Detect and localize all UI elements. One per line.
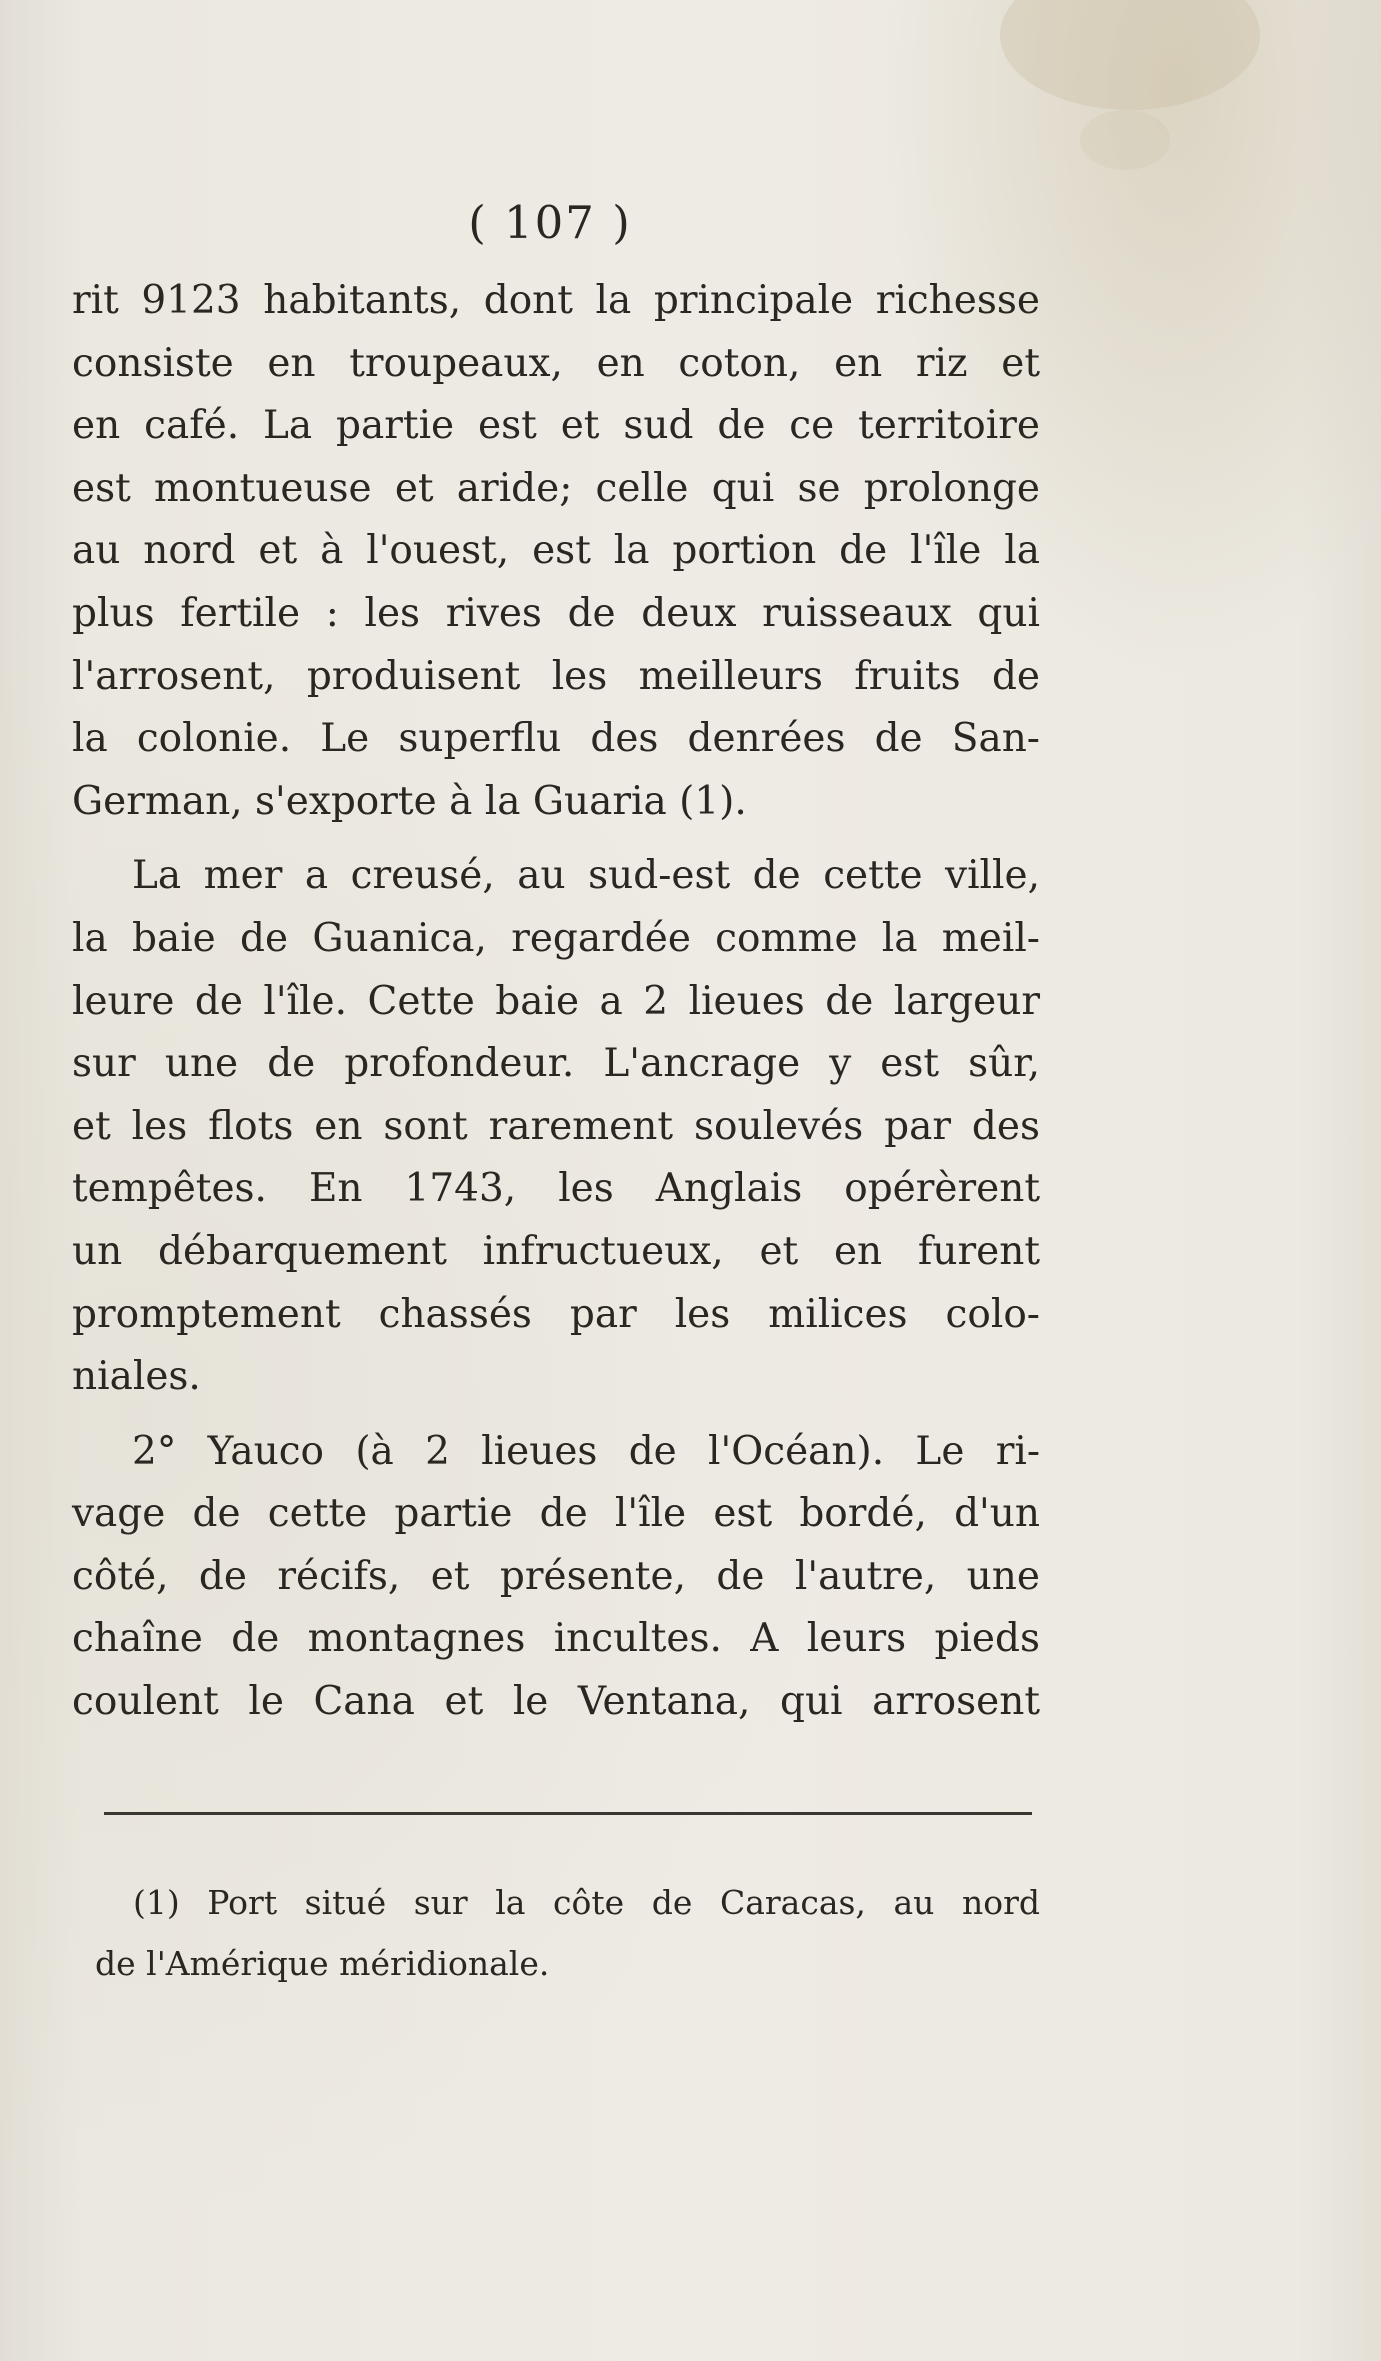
text-line: rit 9123 habitants, dont la principale richesse — [72, 278, 1040, 323]
body-text — [72, 270, 1040, 1734]
text-line: un débarquement infructueux, et en furent — [72, 1228, 1040, 1274]
paragraph — [72, 845, 1040, 1408]
footnote — [95, 1872, 1040, 1994]
text-line: plus fertile : les rives de deux ruisseaux qui — [72, 590, 1040, 636]
footnote-rule — [104, 1812, 1032, 1815]
text-line: en café. La partie est et sud de ce territoire — [72, 403, 1040, 449]
text-line: La mer a creusé, au sud-est de cette ville, — [132, 853, 1040, 899]
text-line: 2° Yauco (à 2 lieues de l'Océan). Le ri- — [132, 1428, 1040, 1474]
text-line: côté, de récifs, et présente, de l'autre, une — [72, 1553, 1040, 1599]
text-line: chaîne de montagnes incultes. A leurs pieds — [72, 1616, 1040, 1662]
paragraph-gap — [72, 833, 1040, 845]
text-line: coulent le Cana et le Ventana, qui arrosent — [72, 1679, 1040, 1725]
text-line: promptement chassés par les milices colo- — [72, 1291, 1040, 1337]
text-line: et les flots en sont rarement soulevés par des — [72, 1103, 1040, 1149]
page-number: ( 107 ) — [468, 196, 632, 249]
text-line: leure de l'île. Cette baie a 2 lieues de largeur — [72, 978, 1040, 1024]
text-line: au nord et à l'ouest, est la portion de l'île la — [72, 528, 1040, 574]
text-line: est montueuse et aride; celle qui se prolonge — [72, 465, 1040, 511]
text-line: German, s'exporte à la Guaria (1). — [72, 778, 747, 824]
paragraph-gap — [72, 1409, 1040, 1421]
paper-stain — [1000, 0, 1260, 110]
footnote-line: (1) Port situé sur la côte de Caracas, au nord — [133, 1883, 1040, 1922]
paper-stain — [1080, 110, 1170, 170]
text-line: la colonie. Le superflu des denrées de San- — [72, 716, 1040, 762]
text-line: vage de cette partie de l'île est bordé, d'un — [72, 1491, 1040, 1537]
paragraph — [72, 1421, 1040, 1734]
text-line: niales. — [72, 1354, 201, 1400]
text-line: la baie de Guanica, regardée comme la meil- — [72, 915, 1040, 961]
footnote-line: de l'Amérique méridionale. — [95, 1944, 550, 1983]
paragraph — [72, 270, 1040, 833]
text-line: l'arrosent, produisent les meilleurs fruits de — [72, 653, 1040, 699]
text-line: tempêtes. En 1743, les Anglais opérèrent — [72, 1166, 1040, 1212]
text-line: consiste en troupeaux, en coton, en riz et — [72, 340, 1040, 386]
text-line: sur une de profondeur. L'ancrage y est sûr, — [72, 1041, 1040, 1087]
